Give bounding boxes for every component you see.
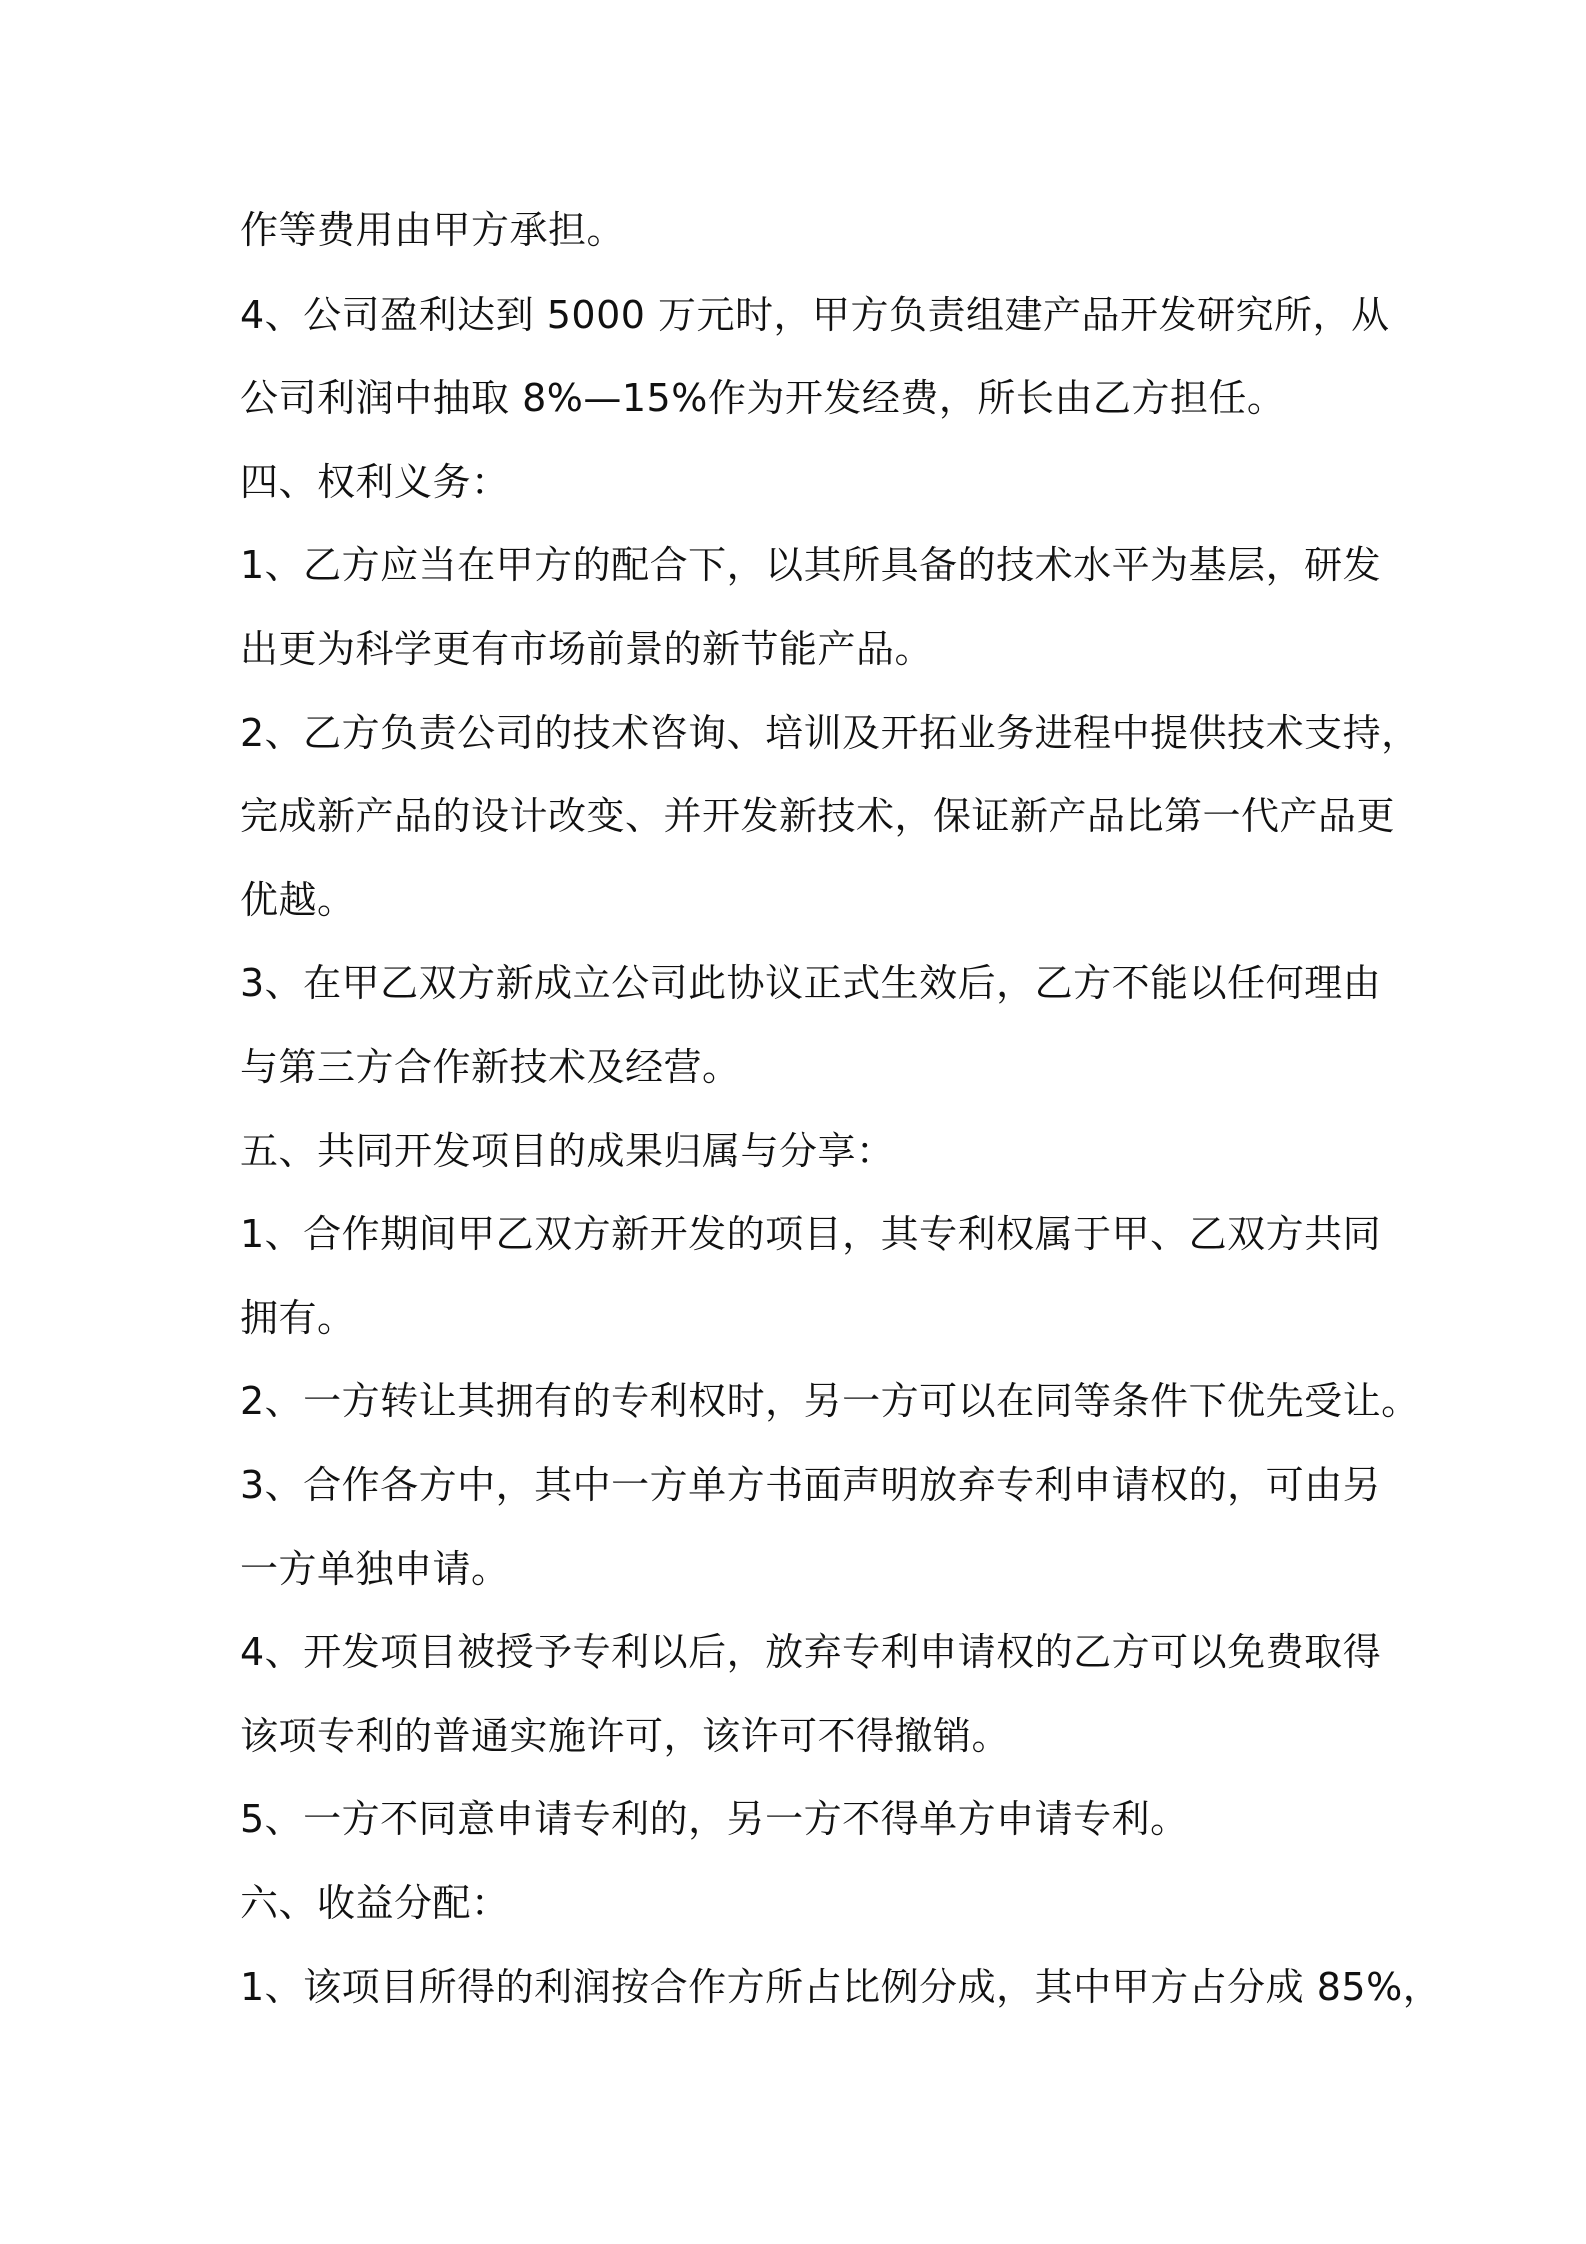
section-4-heading: 四、权利义务： xyxy=(240,460,510,504)
clause-5-5-line-1: 5、一方不同意申请专利的，另一方不得单方申请专利。 xyxy=(240,1797,1189,1841)
section-6-heading: 六、收益分配： xyxy=(240,1881,510,1925)
clause-4-1-line-2: 出更为科学更有市场前景的新节能产品。 xyxy=(240,627,934,671)
clause-5-1-line-2: 拥有。 xyxy=(240,1296,356,1340)
clause-4-2-line-3: 优越。 xyxy=(240,878,356,922)
section-5-heading: 五、共同开发项目的成果归属与分享： xyxy=(240,1129,895,1173)
clause-5-3-line-1: 3、合作各方中，其中一方单方书面声明放弃专利申请权的，可由另 xyxy=(240,1463,1382,1507)
clause-4-3-line-2: 与第三方合作新技术及经营。 xyxy=(240,1045,741,1089)
clause-5-1-line-1: 1、合作期间甲乙双方新开发的项目，其专利权属于甲、乙双方共同 xyxy=(240,1212,1382,1256)
clause-3-4-line-1: 4、公司盈利达到 5000 万元时，甲方负责组建产品开发研究所，从 xyxy=(240,293,1390,337)
clause-5-4-line-1: 4、开发项目被授予专利以后，放弃专利申请权的乙方可以免费取得 xyxy=(240,1630,1382,1674)
continuation-line: 作等费用由甲方承担。 xyxy=(240,208,626,252)
clause-4-2-line-2: 完成新产品的设计改变、并开发新技术，保证新产品比第一代产品更 xyxy=(240,794,1396,838)
clause-5-4-line-2: 该项专利的普通实施许可，该许可不得撤销。 xyxy=(240,1714,1011,1758)
clause-4-1-line-1: 1、乙方应当在甲方的配合下，以其所具备的技术水平为基层，研发 xyxy=(240,543,1382,587)
clause-4-2-line-1: 2、乙方负责公司的技术咨询、培训及开拓业务进程中提供技术支持， xyxy=(240,711,1420,755)
clause-6-1-line-1: 1、该项目所得的利润按合作方所占比例分成，其中甲方占分成 85%， xyxy=(240,1965,1442,2009)
clause-4-3-line-1: 3、在甲乙双方新成立公司此协议正式生效后，乙方不能以任何理由 xyxy=(240,961,1382,1005)
clause-3-4-line-2: 公司利润中抽取 8%—15%作为开发经费，所长由乙方担任。 xyxy=(240,376,1286,420)
clause-5-2-line-1: 2、一方转让其拥有的专利权时，另一方可以在同等条件下优先受让。 xyxy=(240,1379,1420,1423)
clause-5-3-line-2: 一方单独申请。 xyxy=(240,1547,510,1591)
